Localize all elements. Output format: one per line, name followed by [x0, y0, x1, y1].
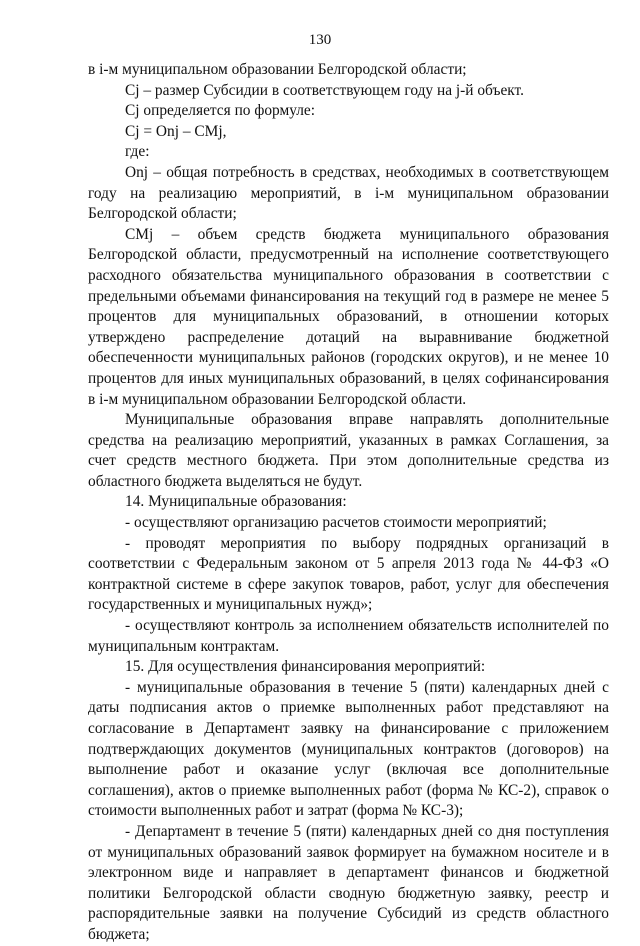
list-item-contractor-selection: - проводят мероприятия по выбору подрядных организаций в соответствии с Федеральным законом от 5 апреля 2013 года № 44-ФЗ «О контрактной системе в сфере закупок товаров, работ, услуг для обеспечения государственных и муниципальных нужд»; [88, 534, 609, 614]
list-item-department-consolidation: - Департамент в течение 5 (пяти) календарных дней со дня поступления от муниципальных образований заявок формирует на бумажном носителе и в электронном виде и направляет в департамент финансов и бюджетной политики Белгородской области сводную бюджетную заявку, реестр и распорядительные заявки на получение Субсидий из средств областного бюджета; [88, 822, 609, 943]
paragraph-formula-intro: Cj определяется по формуле: [125, 102, 316, 120]
list-item-financing-request: - муниципальные образования в течение 5 (пяти) календарных дней с даты подписания актов о приемке выполненных работ представляют на согласование в Департамент заявку на финансирование с приложением подтверждающих документов (муниципальных контрактов (договоров) на выполнение работ и оказание услуг (включая все дополнительные соглашения), актов о приемке выполненных работ (форма № КС-2), справок о стоимости выполненных работ и затрат (форма № КС-3); [88, 678, 609, 820]
paragraph-cmj-definition: CMj – объем средств бюджета муниципального образования Белгородской области, предусмотренный на исполнение соответствующего расходного обязательства муниципального образования в соответствии с предельными объемами финансирования на текущий год в размере не менее 5 процентов для муниципальных образований, в отношении которых утверждено распределение дотаций на выравнивание бюджетной обеспеченности муниципальных районов (городских округов), и не менее 10 процентов для иных муниципальных образований, в целях софинансирования в i-м муниципальном образовании Белгородской области. [88, 225, 609, 408]
paragraph-cj-definition: Cj – размер Субсидии в соответствующем году на j-й объект. [125, 81, 524, 99]
section-14-heading: 14. Муниципальные образования: [125, 493, 347, 511]
paragraph-onj-definition: Onj – общая потребность в средствах, необходимых в соответствующем году на реализацию мероприятий, в i-м муниципальном образовании Белгородской области; [88, 163, 609, 223]
list-item-cost-calculation: - осуществляют организацию расчетов стоимости мероприятий; [125, 514, 547, 532]
section-15-heading: 15. Для осуществления финансирования мероприятий: [125, 658, 486, 676]
paragraph-where: где: [125, 143, 150, 161]
list-item-contract-control: - осуществляют контроль за исполнением обязательств исполнителей по муниципальным контрактам. [88, 617, 609, 655]
page-number: 130 [308, 32, 332, 48]
paragraph-continuation: в i-м муниципальном образовании Белгородской области; [88, 61, 467, 78]
document-body [88, 60, 609, 946]
paragraph-formula: Cj = Onj – CMj, [125, 122, 227, 140]
paragraph-additional-funds: Муниципальные образования вправе направлять дополнительные средства на реализацию мероприятий, указанных в рамках Соглашения, за счет средств местного бюджета. При этом дополнительные средства из областного бюджета выделяться не будут. [88, 411, 609, 490]
